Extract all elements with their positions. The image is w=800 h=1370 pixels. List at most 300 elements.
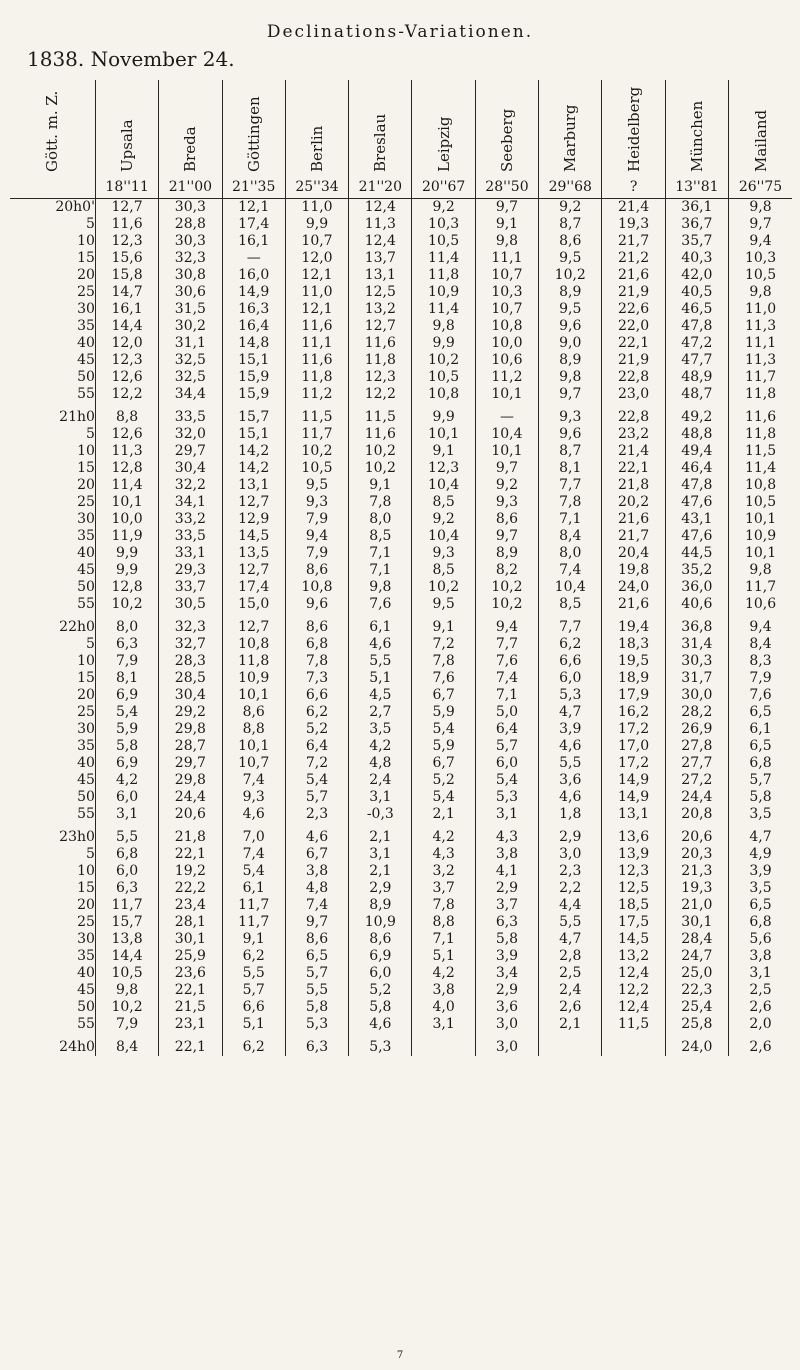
value-cell: 9,4 — [749, 619, 772, 635]
value-cell: 5,4 — [412, 721, 475, 738]
value-cell: 7,9 — [95, 653, 158, 670]
value-cell: 9,3 — [475, 494, 538, 511]
value-cell: 8,0 — [539, 545, 602, 562]
value-cell: 9,5 — [412, 596, 475, 613]
value-cell: 5,4 — [412, 789, 475, 806]
table-row — [10, 897, 792, 914]
table-row — [10, 846, 792, 863]
value-cell: 2,6 — [539, 999, 602, 1016]
value-cell: 6,4 — [475, 721, 538, 738]
value-cell: 29,2 — [159, 704, 222, 721]
value-cell: 32,3 — [159, 250, 222, 267]
value-cell: 26,9 — [665, 721, 728, 738]
value-cell: 24,4 — [665, 789, 728, 806]
value-cell: 30,3 — [159, 233, 222, 250]
value-cell: 47,8 — [665, 477, 728, 494]
value-cell: — — [222, 250, 285, 267]
value-cell: 11,5 — [285, 403, 348, 426]
value-cell: 7,2 — [412, 636, 475, 653]
value-cell: 32,5 — [159, 352, 222, 369]
value-cell: 47,6 — [665, 494, 728, 511]
value-cell: 28,3 — [159, 653, 222, 670]
value-cell: 11,3 — [349, 216, 412, 233]
value-cell: 5,6 — [749, 931, 772, 947]
value-cell: 6,1 — [749, 721, 772, 737]
station-constant: 26''75 — [729, 176, 792, 199]
value-cell: 5,7 — [222, 982, 285, 999]
value-cell: 2,5 — [539, 965, 602, 982]
table-row — [10, 1033, 792, 1056]
value-cell: 5,4 — [285, 772, 348, 789]
value-cell: 5,0 — [475, 704, 538, 721]
value-cell: 12,3 — [602, 863, 665, 880]
value-cell: 3,2 — [412, 863, 475, 880]
time-cell: 35 — [10, 948, 95, 965]
value-cell: 3,6 — [539, 772, 602, 789]
table-row — [10, 982, 792, 999]
station-header — [349, 80, 412, 176]
value-cell: 30,2 — [159, 318, 222, 335]
value-cell: 12,9 — [222, 511, 285, 528]
value-cell: 12,8 — [95, 460, 158, 477]
value-cell: 11,0 — [285, 199, 348, 217]
station-header — [602, 80, 665, 176]
value-cell: 9,9 — [412, 335, 475, 352]
time-cell: 5 — [10, 846, 95, 863]
value-cell: 6,1 — [349, 613, 412, 636]
value-cell: 6,2 — [539, 636, 602, 653]
value-cell: 9,7 — [285, 914, 348, 931]
value-cell: 4,6 — [285, 823, 348, 846]
value-cell: 21,4 — [602, 443, 665, 460]
value-cell: 14,5 — [602, 931, 665, 948]
value-cell: 5,5 — [222, 965, 285, 982]
time-cell: 55 — [10, 596, 95, 613]
value-cell: 4,2 — [349, 738, 412, 755]
value-cell: 30,4 — [159, 460, 222, 477]
table-row — [10, 931, 792, 948]
value-cell: 9,1 — [412, 613, 475, 636]
value-cell: 14,9 — [222, 284, 285, 301]
value-cell: 2,1 — [349, 823, 412, 846]
value-cell: 10,9 — [744, 528, 777, 544]
time-cell: 50 — [10, 789, 95, 806]
value-cell: 32,0 — [159, 426, 222, 443]
value-cell: 4,7 — [539, 704, 602, 721]
value-cell: 10,1 — [475, 443, 538, 460]
value-cell: 30,8 — [159, 267, 222, 284]
value-cell: 10,2 — [349, 460, 412, 477]
value-cell: 6,2 — [285, 704, 348, 721]
value-cell: 29,8 — [159, 721, 222, 738]
value-cell: 18,9 — [602, 670, 665, 687]
table-row — [10, 267, 792, 284]
value-cell: 2,5 — [749, 982, 772, 998]
station-name: Breda — [181, 126, 200, 172]
value-cell: 30,4 — [159, 687, 222, 704]
page-title: Declinations-Variationen. — [266, 22, 534, 42]
value-cell: 33,5 — [159, 528, 222, 545]
station-name: Gött. m. Z. — [43, 90, 62, 172]
table-row — [10, 460, 792, 477]
table-row — [10, 806, 792, 823]
table-row — [10, 738, 792, 755]
value-cell: 22,1 — [602, 335, 665, 352]
value-cell: 8,4 — [749, 636, 772, 652]
value-cell: 21,6 — [602, 511, 665, 528]
time-cell: 45 — [10, 352, 95, 369]
value-cell: 9,1 — [475, 216, 538, 233]
value-cell: 25,4 — [665, 999, 728, 1016]
value-cell: 13,1 — [222, 477, 285, 494]
value-cell: 22,8 — [602, 369, 665, 386]
value-cell: 12,7 — [222, 613, 285, 636]
value-cell: 12,5 — [602, 880, 665, 897]
value-cell: 1,8 — [539, 806, 602, 823]
value-cell: 2,0 — [749, 1016, 772, 1032]
value-cell: 28,2 — [665, 704, 728, 721]
value-cell: 33,1 — [159, 545, 222, 562]
time-cell: 55 — [10, 806, 95, 823]
value-cell: 10,2 — [539, 267, 602, 284]
value-cell: 40,5 — [665, 284, 728, 301]
value-cell: 6,1 — [222, 880, 285, 897]
value-cell: 7,0 — [222, 823, 285, 846]
value-cell: 3,8 — [475, 846, 538, 863]
value-cell: 7,3 — [285, 670, 348, 687]
station-name: Berlin — [308, 125, 327, 172]
table-row — [10, 948, 792, 965]
constants-row — [10, 176, 792, 199]
value-cell: 15,9 — [222, 386, 285, 403]
value-cell: 5,4 — [475, 772, 538, 789]
value-cell: 7,6 — [749, 687, 772, 703]
value-cell: 10,2 — [412, 352, 475, 369]
value-cell: 44,5 — [665, 545, 728, 562]
value-cell: 31,5 — [159, 301, 222, 318]
value-cell: 35,2 — [665, 562, 728, 579]
value-cell: 4,3 — [475, 823, 538, 846]
value-cell: 13,1 — [602, 806, 665, 823]
value-cell: 36,7 — [665, 216, 728, 233]
table-row — [10, 386, 792, 403]
value-cell: 8,8 — [95, 403, 158, 426]
value-cell: 7,4 — [539, 562, 602, 579]
value-cell: 11,7 — [744, 369, 777, 385]
value-cell: 22,1 — [159, 1033, 222, 1056]
table-row — [10, 636, 792, 653]
value-cell: 11,6 — [349, 335, 412, 352]
value-cell: 8,5 — [412, 494, 475, 511]
value-cell: 2,6 — [749, 1039, 772, 1055]
value-cell: 11,7 — [285, 426, 348, 443]
value-cell: 6,5 — [749, 704, 772, 720]
value-cell: 22,1 — [602, 460, 665, 477]
value-cell: 16,1 — [222, 233, 285, 250]
value-cell: 4,2 — [412, 965, 475, 982]
time-cell: 10 — [10, 233, 95, 250]
value-cell: 6,3 — [95, 636, 158, 653]
value-cell: 3,0 — [539, 846, 602, 863]
table-row — [10, 562, 792, 579]
value-cell: 20,6 — [159, 806, 222, 823]
value-cell: 21,5 — [159, 999, 222, 1016]
value-cell: 7,1 — [475, 687, 538, 704]
value-cell: 9,9 — [285, 216, 348, 233]
value-cell: 33,2 — [159, 511, 222, 528]
value-cell: 17,5 — [602, 914, 665, 931]
table-row — [10, 284, 792, 301]
table-row — [10, 335, 792, 352]
value-cell: 6,0 — [95, 789, 158, 806]
value-cell: 6,3 — [475, 914, 538, 931]
value-cell: 22,2 — [159, 880, 222, 897]
value-cell: 9,5 — [539, 301, 602, 318]
value-cell: 6,8 — [285, 636, 348, 653]
station-name: Breslau — [371, 113, 390, 172]
value-cell: 9,7 — [539, 386, 602, 403]
value-cell: 18,3 — [602, 636, 665, 653]
value-cell: 5,3 — [349, 1033, 412, 1056]
value-cell — [539, 1033, 602, 1056]
station-header-row — [10, 80, 792, 176]
value-cell: 8,2 — [475, 562, 538, 579]
value-cell: 9,3 — [412, 545, 475, 562]
value-cell: 6,2 — [222, 1033, 285, 1056]
value-cell: 10,9 — [412, 284, 475, 301]
value-cell: 25,9 — [159, 948, 222, 965]
station-name: München — [687, 100, 706, 172]
time-cell: 50 — [10, 999, 95, 1016]
value-cell: 3,9 — [475, 948, 538, 965]
value-cell: 10,9 — [222, 670, 285, 687]
value-cell: 36,1 — [665, 199, 728, 217]
value-cell: 10,1 — [475, 386, 538, 403]
value-cell: 5,8 — [475, 931, 538, 948]
value-cell: 12,8 — [95, 579, 158, 596]
value-cell: 11,1 — [475, 250, 538, 267]
value-cell: 6,6 — [539, 653, 602, 670]
value-cell: 21,8 — [159, 823, 222, 846]
value-cell: 13,2 — [602, 948, 665, 965]
value-cell: 13,9 — [602, 846, 665, 863]
table-row — [10, 914, 792, 931]
value-cell: 10,7 — [222, 755, 285, 772]
value-cell: 10,8 — [475, 318, 538, 335]
table-row — [10, 369, 792, 386]
station-constant: 25''34 — [285, 176, 348, 199]
value-cell: 29,8 — [159, 772, 222, 789]
value-cell: 5,1 — [222, 1016, 285, 1033]
value-cell: 11,6 — [349, 426, 412, 443]
value-cell: 47,8 — [665, 318, 728, 335]
value-cell: 5,2 — [285, 721, 348, 738]
station-header — [665, 80, 728, 176]
value-cell: 10,3 — [412, 216, 475, 233]
value-cell: 32,2 — [159, 477, 222, 494]
value-cell: 5,5 — [285, 982, 348, 999]
value-cell: 8,6 — [349, 931, 412, 948]
value-cell: 14,4 — [95, 318, 158, 335]
value-cell: 2,6 — [749, 999, 772, 1015]
value-cell: 29,7 — [159, 443, 222, 460]
value-cell: 7,8 — [539, 494, 602, 511]
value-cell: 25,8 — [665, 1016, 728, 1033]
value-cell: 19,5 — [602, 653, 665, 670]
value-cell: 12,1 — [285, 267, 348, 284]
time-cell: 30 — [10, 931, 95, 948]
value-cell: 8,8 — [412, 914, 475, 931]
value-cell: 11,6 — [744, 409, 777, 425]
value-cell: 9,5 — [539, 250, 602, 267]
value-cell: 17,9 — [602, 687, 665, 704]
value-cell: 6,7 — [412, 687, 475, 704]
time-cell: 55 — [10, 1016, 95, 1033]
value-cell: 9,3 — [222, 789, 285, 806]
value-cell: 11,0 — [744, 301, 777, 317]
time-cell: 35 — [10, 318, 95, 335]
value-cell: 6,3 — [95, 880, 158, 897]
value-cell: 11,8 — [744, 426, 777, 442]
value-cell: 4,6 — [539, 789, 602, 806]
value-cell: 17,0 — [602, 738, 665, 755]
value-cell: 8,6 — [285, 562, 348, 579]
value-cell: 10,1 — [412, 426, 475, 443]
value-cell: 15,0 — [222, 596, 285, 613]
value-cell: 9,2 — [475, 477, 538, 494]
station-header — [95, 80, 158, 176]
table-row — [10, 880, 792, 897]
value-cell: 11,1 — [285, 335, 348, 352]
value-cell: 5,5 — [539, 914, 602, 931]
table-row — [10, 863, 792, 880]
table-row — [10, 579, 792, 596]
value-cell: 19,4 — [602, 613, 665, 636]
value-cell: 12,4 — [349, 233, 412, 250]
value-cell: 10,2 — [95, 596, 158, 613]
data-table-container — [10, 80, 792, 1056]
value-cell: 9,6 — [539, 426, 602, 443]
value-cell: 7,8 — [412, 653, 475, 670]
value-cell: 22,8 — [602, 403, 665, 426]
value-cell: 5,7 — [475, 738, 538, 755]
value-cell: 12,3 — [349, 369, 412, 386]
value-cell: 10,1 — [744, 511, 777, 527]
table-row — [10, 318, 792, 335]
value-cell: 12,7 — [222, 494, 285, 511]
value-cell: 28,8 — [159, 216, 222, 233]
time-cell: 35 — [10, 738, 95, 755]
value-cell: 46,5 — [665, 301, 728, 318]
value-cell: 22,6 — [602, 301, 665, 318]
value-cell: 36,8 — [665, 613, 728, 636]
table-row — [10, 426, 792, 443]
value-cell: 9,3 — [285, 494, 348, 511]
value-cell: 13,7 — [349, 250, 412, 267]
value-cell: 11,7 — [222, 914, 285, 931]
value-cell: 6,5 — [749, 897, 772, 913]
value-cell: 8,4 — [95, 1033, 158, 1056]
value-cell: 11,5 — [349, 403, 412, 426]
value-cell: 27,7 — [665, 755, 728, 772]
value-cell: 2,4 — [349, 772, 412, 789]
value-cell: 48,8 — [665, 426, 728, 443]
value-cell: 6,8 — [95, 846, 158, 863]
value-cell: 12,4 — [602, 999, 665, 1016]
value-cell: 2,3 — [539, 863, 602, 880]
station-constant: 21''35 — [222, 176, 285, 199]
station-name: Seeberg — [497, 108, 516, 172]
table-row — [10, 301, 792, 318]
value-cell: 32,3 — [159, 613, 222, 636]
value-cell: 11,8 — [349, 352, 412, 369]
value-cell: 9,8 — [749, 284, 772, 300]
value-cell: 7,8 — [285, 653, 348, 670]
value-cell: 9,8 — [95, 982, 158, 999]
value-cell: 10,5 — [285, 460, 348, 477]
value-cell: 15,8 — [95, 267, 158, 284]
value-cell: 30,3 — [159, 199, 222, 217]
value-cell: 10,6 — [744, 596, 777, 612]
value-cell: 11,6 — [95, 216, 158, 233]
value-cell: 6,5 — [749, 738, 772, 754]
value-cell: 12,1 — [285, 301, 348, 318]
value-cell: 8,6 — [285, 931, 348, 948]
value-cell: 11,7 — [222, 897, 285, 914]
value-cell: 9,8 — [749, 199, 772, 215]
value-cell: 5,4 — [95, 704, 158, 721]
value-cell: 21,7 — [602, 528, 665, 545]
value-cell: 3,1 — [349, 789, 412, 806]
value-cell: 8,0 — [95, 613, 158, 636]
value-cell: 10,5 — [95, 965, 158, 982]
station-name: Mailand — [751, 109, 770, 172]
value-cell: 5,9 — [95, 721, 158, 738]
value-cell: 9,7 — [475, 199, 538, 217]
value-cell: 2,1 — [539, 1016, 602, 1033]
value-cell: 13,2 — [349, 301, 412, 318]
time-cell: 22h0 — [10, 613, 95, 636]
value-cell: 11,0 — [285, 284, 348, 301]
value-cell: 12,2 — [349, 386, 412, 403]
value-cell: 24,4 — [159, 789, 222, 806]
value-cell: 10,8 — [744, 477, 777, 493]
value-cell: 15,7 — [95, 914, 158, 931]
time-cell: 5 — [10, 426, 95, 443]
value-cell: 18,5 — [602, 897, 665, 914]
table-row — [10, 772, 792, 789]
value-cell: 7,7 — [539, 477, 602, 494]
page-subtitle: 1838. November 24. — [27, 47, 235, 71]
value-cell: 21,3 — [665, 863, 728, 880]
value-cell: 9,8 — [349, 579, 412, 596]
value-cell: 8,1 — [539, 460, 602, 477]
station-name: Leipzig — [434, 116, 453, 172]
value-cell: 3,1 — [349, 846, 412, 863]
value-cell: 3,6 — [475, 999, 538, 1016]
value-cell: 43,1 — [665, 511, 728, 528]
value-cell: 3,9 — [749, 863, 772, 879]
table-row — [10, 670, 792, 687]
value-cell: 21,4 — [602, 199, 665, 217]
value-cell: 20,6 — [665, 823, 728, 846]
table-row — [10, 755, 792, 772]
time-cell: 30 — [10, 301, 95, 318]
value-cell: 47,7 — [665, 352, 728, 369]
value-cell: 6,9 — [95, 687, 158, 704]
station-constant: ? — [602, 176, 665, 199]
value-cell: 14,7 — [95, 284, 158, 301]
